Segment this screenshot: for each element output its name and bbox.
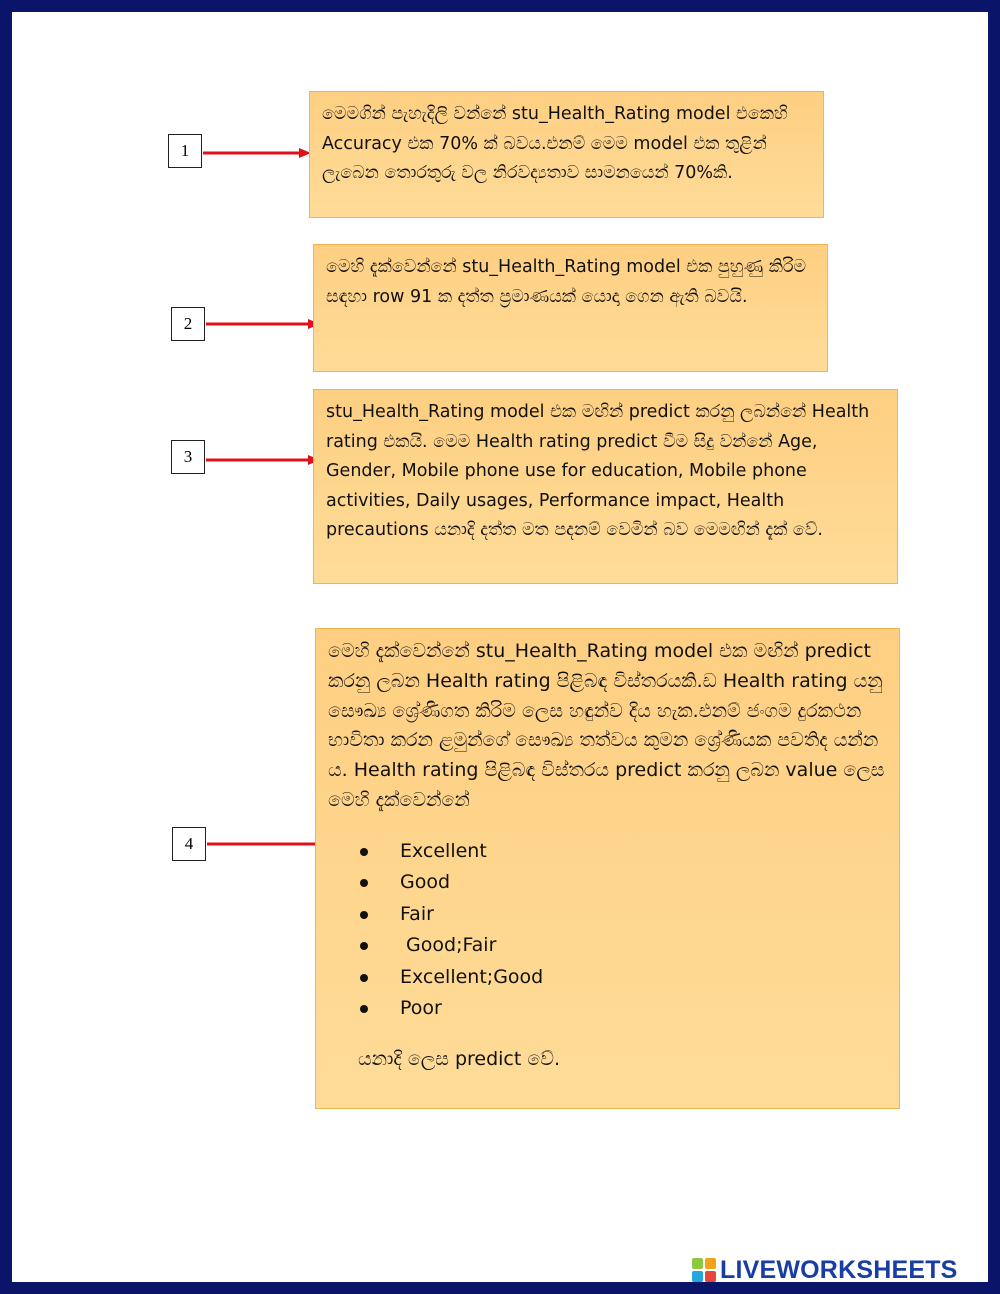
arrow-4: [207, 834, 329, 854]
note-number-3: 3: [171, 440, 205, 474]
list-item: Excellent;Good: [358, 962, 887, 994]
note-number-1: 1: [168, 134, 202, 168]
list-item: Good: [358, 867, 887, 899]
note-box-2: [313, 244, 828, 372]
list-item: Excellent: [358, 836, 887, 868]
liveworksheets-logo-icon: [692, 1258, 716, 1282]
note-text-3: stu_Health_Rating model එක මඟින් predict කරනු ලබන්නේ Health rating එකයි. මෙම Health rating predict වීම සිදු වන්නේ Age, Gender, Mobile phone use for education, Mobile phone activities, Daily usages, Performance impact, Health precautions යනාදි දත්ත මත පදනම් වෙමින් බව මෙමඟින් දැක් වේ.: [326, 402, 870, 540]
brand-name: LIVEWORKSHEETS: [720, 1255, 958, 1284]
list-item: Poor: [358, 993, 887, 1025]
note-box-1: [309, 91, 824, 218]
arrow-1: [203, 143, 313, 163]
health-rating-list: [328, 836, 887, 1025]
liveworksheets-brand[interactable]: [692, 1255, 958, 1285]
note-closing-4: යනාදි ලෙස predict වේ.: [358, 1047, 561, 1070]
note-box-3: [313, 389, 898, 584]
arrow-2: [206, 314, 321, 334]
list-item: Fair: [358, 899, 887, 931]
note-text-1: මෙමගින් පැහැදිලි වන්නේ stu_Health_Rating model එකෙහි Accuracy එක 70% ක් බවය.එනම් මෙම model එක තුළින් ලැබෙන තොරතුරු වල නිරවද්‍යතාව සාමනයෙන් 70%කි.: [322, 104, 788, 183]
note-text-4: මෙහි දැක්වෙන්නේ stu_Health_Rating model එක මඟින් predict කරනු ලබන Health rating පිළිබඳ විස්තරයකි.ඩ Health rating යනු සෞඛ්‍ය ශ්‍රේණිගත කිරිම ලෙස හඳුන්ව දිය හැක.එනම් ජංගම දුරකථන භාවිතා කරන ළමුන්ගේ සෞඛ්‍ය තත්වය කුමන ශ්‍රේණියක පවතිද යන්න ය. Health rating පිළිබඳ විස්තරය predict කරනු ලබන value ලෙස මෙහි දැක්වෙන්නේ: [328, 640, 885, 811]
note-text-2: මෙහි දැක්වෙන්නේ stu_Health_Rating model එක පුහුණු කිරිම සඳහා row 91 ක දත්ත ප්‍රමාණයක් යොදා ගෙන ඇති බවයි.: [326, 257, 807, 307]
list-item: Good;Fair: [358, 930, 887, 962]
note-number-2: 2: [171, 307, 205, 341]
note-number-4: 4: [172, 827, 206, 861]
arrow-3: [206, 450, 321, 470]
note-box-4: [315, 628, 900, 1109]
